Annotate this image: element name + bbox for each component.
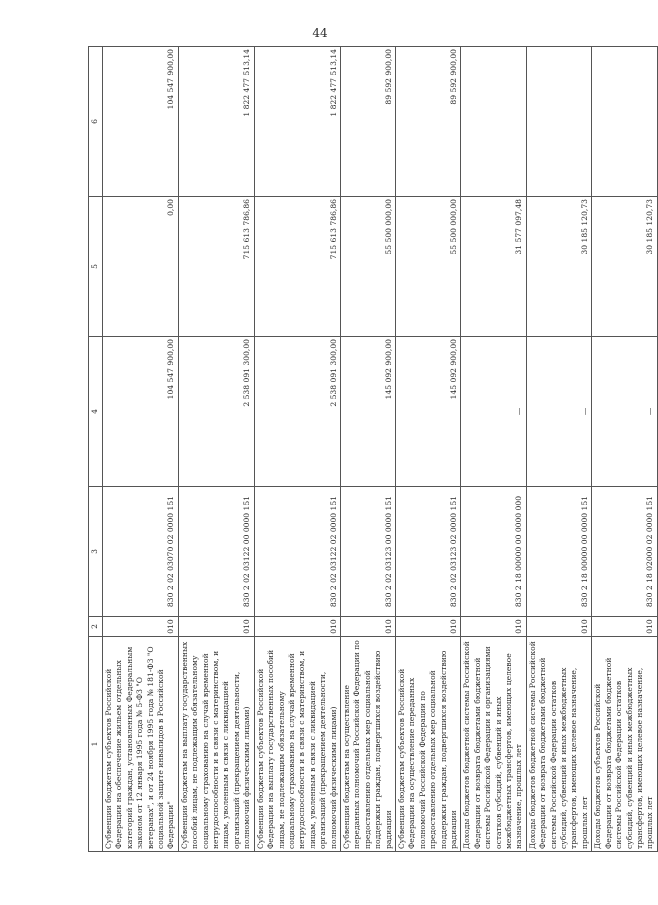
row-approved-amount: 145 092 900,00	[395, 337, 460, 487]
row-executed-amount: 30 185 120,73	[526, 197, 591, 337]
row-budget-code: 830 2 02 03123 00 0000 151	[340, 487, 395, 617]
row-approved-amount: 145 092 900,00	[340, 337, 395, 487]
row-description: Субвенции бюджетам субъектов Российской Федерации на обеспечение жильем отдельных категорий граждан, установленных Федеральным законом от 12 января 1995 года № 5-ФЗ "О ветеранах", и от 24 ноября 1995 года № 181-ФЗ "О социальной защите инвалидов в Российской Федерации"	[103, 637, 179, 852]
row-executed-amount: 715 613 786,86	[178, 197, 254, 337]
row-budget-code: 830 2 18 00000 00 0000 151	[526, 487, 591, 617]
row-executed-amount: 0,00	[103, 197, 179, 337]
table-row	[395, 47, 460, 852]
row-budget-code: 830 2 02 03123 02 0000 151	[395, 487, 460, 617]
header-col-2: 2	[89, 617, 103, 637]
row-approved-amount: 104 547 900,00	[103, 337, 179, 487]
row-executed-amount: 55 500 000,00	[340, 197, 395, 337]
row-executed-amount: 715 613 786,86	[254, 197, 340, 337]
row-line-code: 010	[395, 617, 460, 637]
row-unexecuted-amount	[592, 47, 657, 197]
row-unexecuted-amount: 1 822 477 513,14	[178, 47, 254, 197]
row-unexecuted-amount: 1 822 477 513,14	[254, 47, 340, 197]
row-executed-amount: 30 185 120,73	[592, 197, 657, 337]
header-col-4: 4	[89, 337, 103, 487]
header-col-6: 6	[89, 47, 103, 197]
row-budget-code: 830 2 02 03122 02 0000 151	[254, 487, 340, 617]
row-line-code: 010	[178, 617, 254, 637]
row-description: Доходы бюджетов бюджетной системы Российской Федерации от возврата бюджетами бюджетной системы Российской Федерации и организациями остатков субсидий, субвенций и иных межбюджетных трансфертов, имеющих целевое назначение, прошлых лет	[461, 637, 526, 852]
page-number: 44	[312, 26, 328, 40]
header-col-3: 3	[89, 487, 103, 617]
table-row	[526, 47, 591, 852]
row-executed-amount: 55 500 000,00	[395, 197, 460, 337]
table-row	[178, 47, 254, 852]
row-budget-code: 830 2 02 03122 00 0000 151	[178, 487, 254, 617]
row-budget-code: 830 2 18 02000 02 0000 151	[592, 487, 657, 617]
row-unexecuted-amount	[526, 47, 591, 197]
rotated-table-container	[88, 47, 655, 852]
header-col-5: 5	[89, 197, 103, 337]
table-row	[461, 47, 526, 852]
row-description: Субвенции бюджетам субъектов Российской Федерации на осуществление переданных полномочий Российской Федерации по предоставлению отдельных мер социальной поддержки граждан, подвергшихся воздействию радиации	[395, 637, 460, 852]
row-unexecuted-amount: 104 547 900,00	[103, 47, 179, 197]
table-row	[592, 47, 657, 852]
row-unexecuted-amount	[461, 47, 526, 197]
row-line-code: 010	[526, 617, 591, 637]
row-approved-amount: —	[461, 337, 526, 487]
revenue-table	[88, 46, 658, 852]
row-budget-code: 830 2 18 00000 00 0000 000	[461, 487, 526, 617]
row-unexecuted-amount: 89 592 900,00	[395, 47, 460, 197]
row-line-code: 010	[461, 617, 526, 637]
row-approved-amount: 2 538 091 300,00	[178, 337, 254, 487]
row-description: Субвенции бюджетам на выплату государственных пособий лицам, не подлежащим обязательному социальному страхованию на случай временной нетрудоспособности и в связи с материнством, и лицам, уволенным в связи с ликвидацией организаций (прекращением деятельности, полномочий физическими лицами)	[178, 637, 254, 852]
table-row	[340, 47, 395, 852]
row-unexecuted-amount: 89 592 900,00	[340, 47, 395, 197]
row-approved-amount: 2 538 091 300,00	[254, 337, 340, 487]
table-row	[103, 47, 179, 852]
row-line-code: 010	[103, 617, 179, 637]
row-line-code: 010	[254, 617, 340, 637]
row-approved-amount: —	[592, 337, 657, 487]
header-col-1: 1	[89, 637, 103, 852]
row-description: Доходы бюджетов субъектов Российской Федерации от возврата бюджетами бюджетной системы Российской Федерации остатков субсидий, субвенций и иных межбюджетных трансфертов, имеющих целевое назначение, прошлых лет	[592, 637, 657, 852]
row-budget-code: 830 2 02 03070 02 0000 151	[103, 487, 179, 617]
row-description: Доходы бюджетов бюджетной системы Российской Федерации от возврата бюджетами бюджетной системы Российской Федерации остатков субсидий, субвенций и иных межбюджетных трансфертов, имеющих целевое назначение, прошлых лет	[526, 637, 591, 852]
row-description: Субвенции бюджетам субъектов Российской Федерации на выплату государственных пособий лицам, не подлежащим обязательному социальному страхованию на случай временной нетрудоспособности и в связи с материнством, и лицам, уволенным в связи с ликвидацией организаций (прекращением деятельности, полномочий физическими лицами)	[254, 637, 340, 852]
row-line-code: 010	[340, 617, 395, 637]
row-line-code: 010	[592, 617, 657, 637]
table-row	[254, 47, 340, 852]
row-executed-amount: 31 577 097,48	[461, 197, 526, 337]
row-approved-amount: —	[526, 337, 591, 487]
table-header-row	[89, 47, 103, 852]
row-description: Субвенции бюджетам на осуществление переданных полномочий Российской Федерации по предоставлению отдельных мер социальной поддержки граждан, подвергшихся воздействию радиации	[340, 637, 395, 852]
